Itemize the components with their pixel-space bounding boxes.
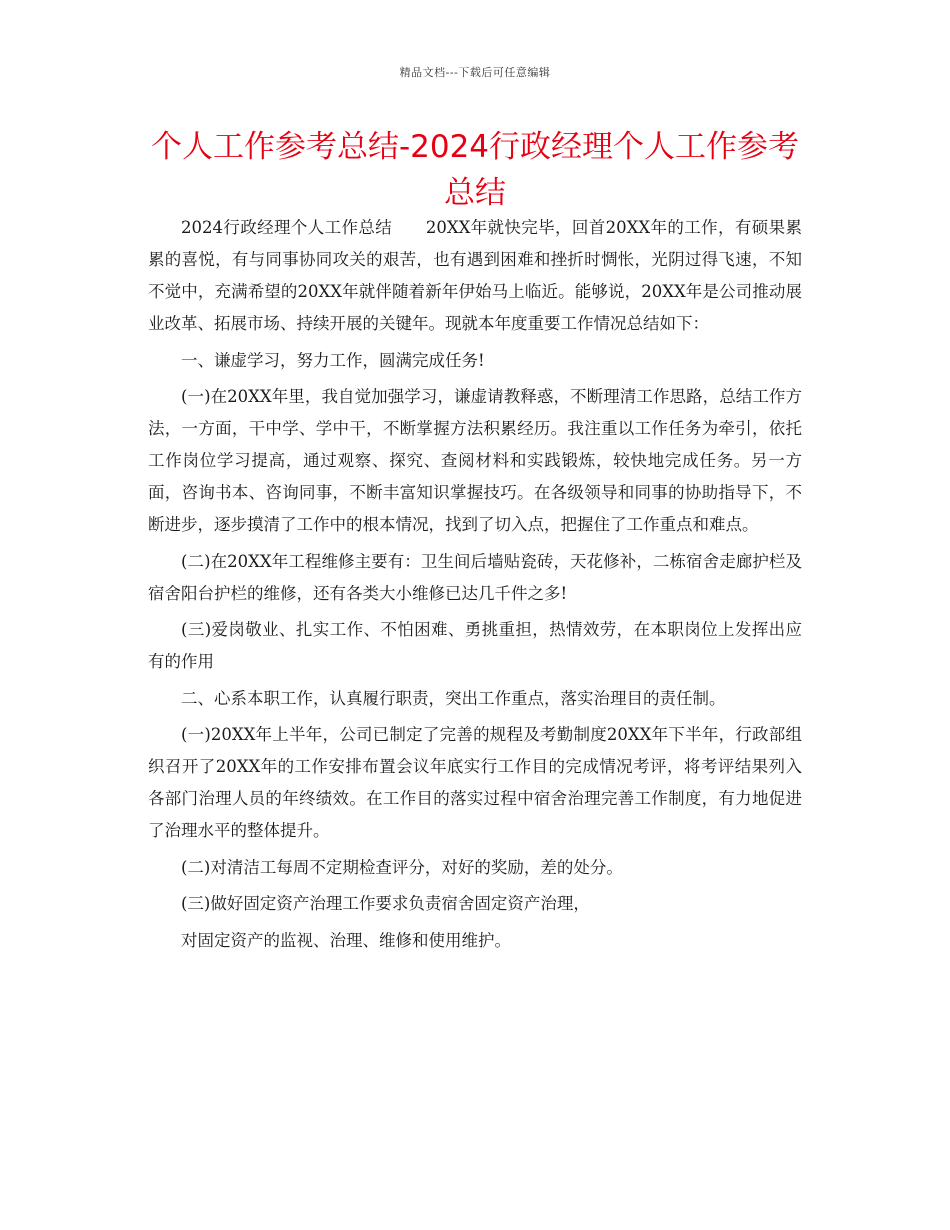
paragraph-1-2: (二)在20XX年工程维修主要有：卫生间后墙贴瓷砖，天花修补，二栋宿舍走廊护栏及宿舍阳台护栏的维修，还有各类大小维修已达几千件之多! <box>148 551 802 603</box>
paragraph-2-1: (一)20XX年上半年，公司已制定了完善的规程及考勤制度20XX年下半年，行政部组织召开了20XX年的工作安排布置会议年底实行工作目的完成情况考评，将考评结果列入各部门治理人员的年终绩效。在工作目的落实过程中宿舍治理完善工作制度，有力地促进了治理水平的整体提升。 <box>148 725 802 840</box>
paragraph-1-3: (三)爱岗敬业、扎实工作、不怕困难、勇挑重担，热情效劳，在本职岗位上发挥出应有的作用 <box>148 620 802 671</box>
paragraph-2-3: (三)做好固定资产治理工作要求负责宿舍固定资产治理， <box>181 894 590 913</box>
paragraph-intro: 2024行政经理个人工作总结 20XX年就快完毕，回首20XX年的工作，有硕果累累的喜悦，有与同事协同攻关的艰苦，也有遇到困难和挫折时惆怅，光阴过得飞速，不知不觉中，充满希望的20XX年就伴随着新年伊始马上临近。能够说，20XX年是公司推动展业改革、拓展市场、持续开展的关键年。现就本年度重要工作情况总结如下： <box>148 218 802 333</box>
paragraph-2-2: (二)对清洁工每周不定期检查评分，对好的奖励，差的处分。 <box>181 857 623 877</box>
section-heading-2: 二、心系本职工作，认真履行职责，突出工作重点，落实治理目的责任制。 <box>181 688 726 708</box>
document-title: 个人工作参考总结-2024行政经理个人工作参考总结 <box>150 129 800 211</box>
section-heading-1: 一、谦虚学习，努力工作，圆满完成任务! <box>181 350 485 370</box>
document-body <box>148 212 802 961</box>
paragraph-2-3-continued: 对固定资产的监视、治理、维修和使用维护。 <box>181 930 511 950</box>
paragraph-1-1: (一)在20XX年里，我自觉加强学习，谦虚请教释惑，不断理清工作思路，总结工作方法，一方面，干中学、学中干，不断掌握方法积累经历。我注重以工作任务为牵引，依托工作岗位学习提高，通过观察、探究、查阅材料和实践锻炼，较快地完成任务。另一方面，咨询书本、咨询同事，不断丰富知识掌握技巧。在各级领导和同事的协助指导下，不断进步，逐步摸清了工作中的根本情况，找到了切入点，把握住了工作重点和难点。 <box>148 387 802 534</box>
header-note: 精品文档---下载后可任意编辑 <box>399 66 551 79</box>
